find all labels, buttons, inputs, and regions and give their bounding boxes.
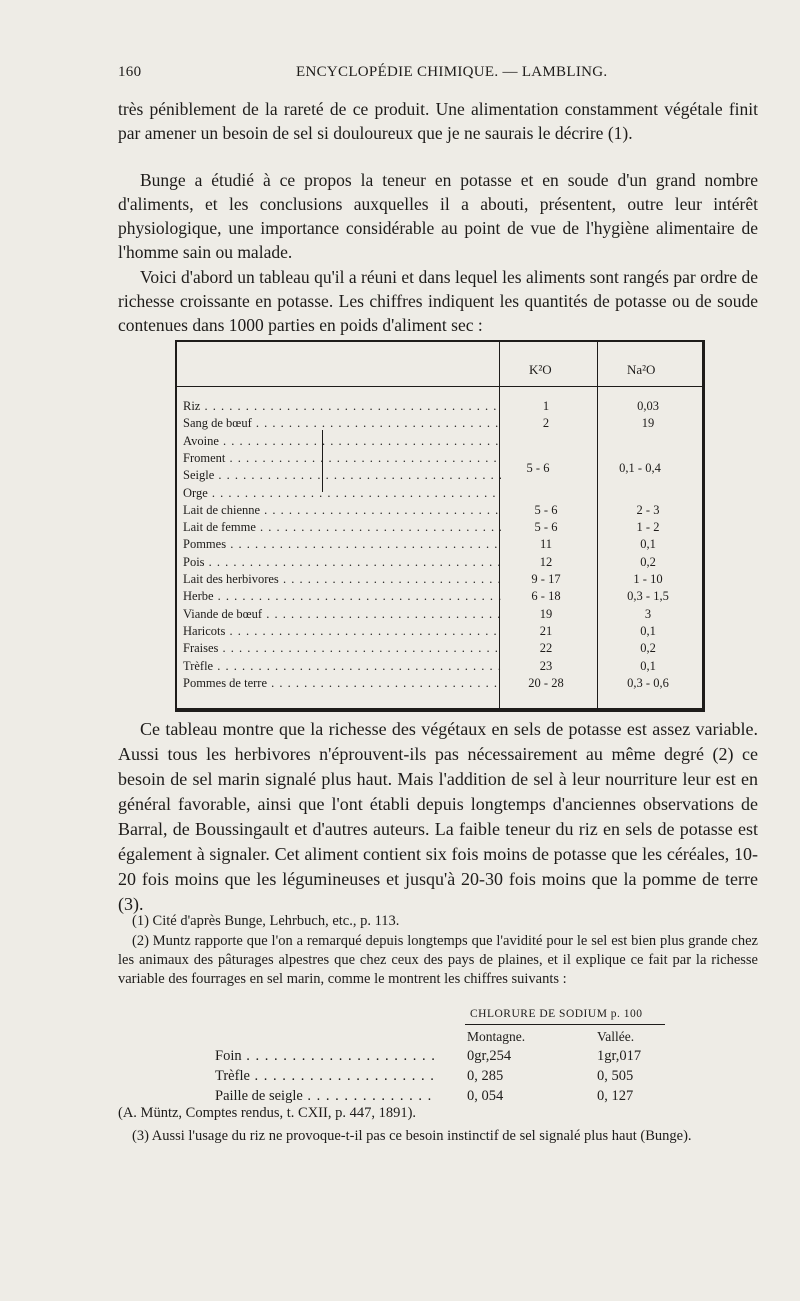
na2o-value: 0,3 - 1,5 xyxy=(627,589,669,604)
k2o-value: 1 xyxy=(542,399,550,413)
food-name: Lait des herbivores . . . xyxy=(183,571,501,587)
table-row xyxy=(183,415,698,431)
column-header-k2o: K²O xyxy=(529,362,552,377)
subtable-row xyxy=(215,1068,665,1088)
k2o-value: 12 xyxy=(539,554,553,569)
subtable-value-vallee: 0, 505 xyxy=(597,1068,634,1084)
k2o-value: 20 - 28 xyxy=(528,675,564,690)
na2o-value: 0,03 xyxy=(637,399,659,413)
paragraph-4: Ce tableau montre que la richesse des végétaux en sels de potasse est assez variable. Aussi tous les herbivores n'éprouvent-ils pas nécessairement au même degré (2) ce besoin de sel marin signalé plus haut. Mais l'addition de sel à leur nourriture leur est en général favorable, ainsi que l'ont établi depuis longtemps d'anciennes observations de Barral, de Boussingault et d'autres auteurs. La faible teneur du riz en sels de potasse est également à signaler. Cet aliment contient six fois moins de potasse que les céréales, 10-20 fois moins que les légumineuses et jusqu'à 20-30 fois moins que la pomme de terre (3). xyxy=(118,719,758,914)
food-name: Trèfle . . . xyxy=(183,658,501,674)
subtable-rule xyxy=(465,1024,665,1025)
na2o-value: 0,2 xyxy=(640,641,656,656)
table-row xyxy=(183,398,698,414)
na2o-value: 0,3 - 0,6 xyxy=(627,675,669,690)
k2o-value: 22 xyxy=(539,641,553,656)
subtable-title: CHLORURE DE SODIUM p. 100 xyxy=(470,1008,643,1020)
subtable-value-vallee: 1gr,017 xyxy=(597,1048,642,1064)
table-row xyxy=(183,554,698,570)
na2o-value: 0,1 xyxy=(640,537,656,552)
table-row xyxy=(183,502,698,518)
k2o-value: 6 - 18 xyxy=(531,589,561,604)
food-name: Lait de chienne . . . xyxy=(183,502,501,518)
cereal-group-na2o: 0,1 - 0,4 xyxy=(619,461,661,475)
k2o-value: 23 xyxy=(539,658,553,673)
table-row xyxy=(183,536,698,552)
food-name: Pommes de terre . . . xyxy=(183,675,501,691)
table-row xyxy=(183,433,698,449)
food-name: Lait de femme . . . xyxy=(183,519,501,535)
na2o-value: 0,2 xyxy=(640,554,656,569)
table-row xyxy=(183,571,698,587)
na2o-value: 19 xyxy=(641,416,655,431)
table-row xyxy=(183,640,698,656)
subtable-row-label: Foin . . . xyxy=(215,1048,435,1065)
na2o-value: 1 - 10 xyxy=(633,572,663,586)
food-name: Sang de bœuf . . . xyxy=(183,415,501,431)
na2o-value: 0,1 xyxy=(640,623,656,638)
subtable-value-montagne: 0, 054 xyxy=(467,1088,504,1104)
food-name: Viande de bœuf . . . xyxy=(183,606,501,622)
column-header-na2o: Na²O xyxy=(627,362,656,377)
cereal-group-brace xyxy=(318,430,323,492)
food-name: Herbe . . . xyxy=(183,588,501,604)
k2o-value: 9 - 17 xyxy=(531,572,561,586)
food-name: Orge . . . xyxy=(183,485,501,501)
page-number: 160 xyxy=(118,64,142,80)
footnote-3: (3) Aussi l'usage du riz ne provoque-t-il pas ce besoin instinctif de sel signalé plus haut (Bunge). xyxy=(132,1128,692,1144)
table-row xyxy=(183,588,698,604)
table-row xyxy=(183,658,698,674)
na2o-value: 3 xyxy=(644,606,652,621)
running-title: ENCYCLOPÉDIE CHIMIQUE. — LAMBLING. xyxy=(296,64,608,80)
food-name: Fraises . . . xyxy=(183,640,501,656)
k2o-value: 11 xyxy=(539,537,553,552)
table-row xyxy=(183,623,698,639)
footnote-2: (2) Muntz rapporte que l'on a remarqué depuis longtemps que l'avidité pour le sel est bien plus grande chez les animaux des pâturages alpestres que chez ceux des pays de plaines, et il explique ce fait par la richesse variable des fourrages en sel marin, comme le montrent les chiffres suivants : xyxy=(118,933,758,987)
k2o-value: 2 xyxy=(542,416,550,431)
table-row xyxy=(183,606,698,622)
cereal-group-k2o: 5 - 6 xyxy=(526,461,550,475)
table-header-rule xyxy=(177,386,702,387)
subtable-row-label: Trèfle . . . xyxy=(215,1068,435,1085)
food-name: Riz . . . xyxy=(183,398,501,414)
food-name: Pois . . . xyxy=(183,554,501,570)
paragraph-3: Voici d'abord un tableau qu'il a réuni et dans lequel les aliments sont rangés par ordre de richesse croissante en potasse. Les chiffres indiquent les quantités de potasse ou de soude contenues dans 1000 parties en poids d'aliment sec : xyxy=(118,267,758,335)
k2o-value: 21 xyxy=(539,623,553,638)
subtable-value-vallee: 0, 127 xyxy=(597,1088,634,1104)
subtable-col-montagne: Montagne. xyxy=(467,1029,526,1044)
table-row xyxy=(183,675,698,691)
k2o-value: 5 - 6 xyxy=(534,502,558,517)
food-name: Haricots . . . xyxy=(183,623,501,639)
k2o-value: 19 xyxy=(539,606,553,621)
subtable-value-montagne: 0gr,254 xyxy=(467,1048,512,1064)
food-name: Froment . . . xyxy=(183,450,501,466)
subtable-col-vallee: Vallée. xyxy=(597,1029,635,1044)
footnote-1: (1) Cité d'après Bunge, Lehrbuch, etc., p. 113. xyxy=(132,913,400,929)
food-name: Pommes . . . xyxy=(183,536,501,552)
na2o-value: 1 - 2 xyxy=(636,520,660,535)
subtable-value-montagne: 0, 285 xyxy=(467,1068,504,1084)
food-name: Seigle . . . xyxy=(183,467,501,483)
na2o-value: 0,1 xyxy=(640,658,656,673)
paragraph-2: Bunge a étudié à ce propos la teneur en potasse et en soude d'un grand nombre d'aliments, et les conclusions auxquelles il a abouti, présentent, outre leur intérêt physiologique, une importance considérable au point de vue de l'hygiène alimentaire de l'homme sain ou malade. xyxy=(118,170,758,262)
paragraph-1: très péniblement de la rareté de ce produit. Une alimentation constamment végétale finit par amener un besoin de sel si douloureux que je ne saurais le décrire (1). xyxy=(118,99,758,143)
food-name: Avoine . . . xyxy=(183,433,501,449)
subtable-row-label: Paille de seigle . . . xyxy=(215,1088,435,1105)
subtable-row xyxy=(215,1048,665,1068)
table-row xyxy=(183,519,698,535)
na2o-value: 2 - 3 xyxy=(636,502,660,517)
footnote-2-source: (A. Müntz, Comptes rendus, t. CXII, p. 447, 1891). xyxy=(118,1105,417,1121)
table-row xyxy=(183,485,698,501)
k2o-value: 5 - 6 xyxy=(534,520,558,535)
